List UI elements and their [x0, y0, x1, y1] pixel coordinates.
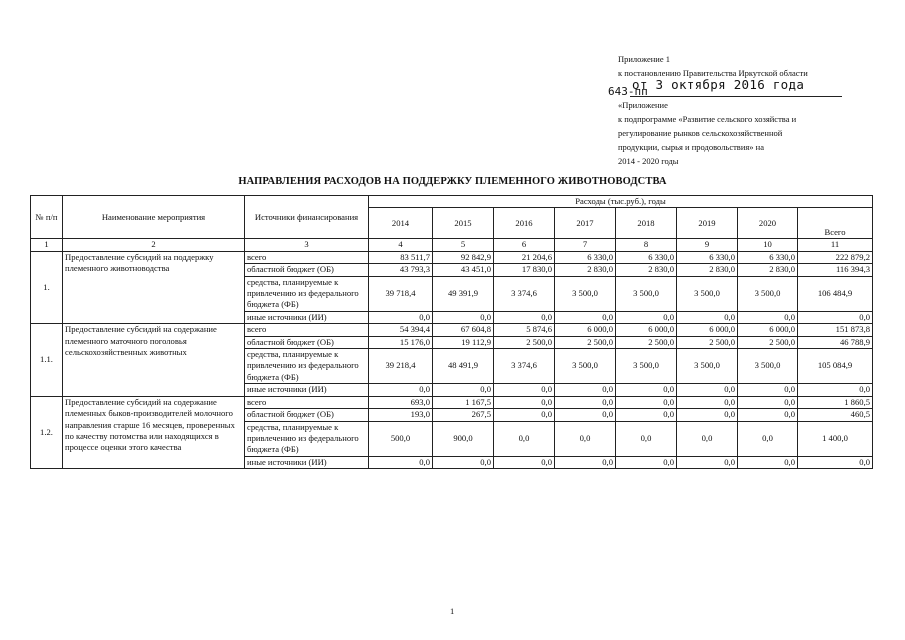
year-header: 2019: [677, 208, 738, 239]
measure-name: Предоставление субсидий на содержание племенных быков-производителей молочного направления старше 16 месяцев, проверенных по качеству потомства или находящихся в процессе оценки этого качества: [63, 396, 245, 468]
year-value: 0,0: [494, 421, 555, 456]
subprogram-years: 2014 - 2020 годы: [618, 156, 679, 166]
year-value: 19 112,9: [433, 336, 494, 348]
year-value: 67 604,8: [433, 324, 494, 336]
column-index: 7: [555, 239, 616, 251]
year-value: 2 830,0: [616, 264, 677, 276]
column-index: 11: [798, 239, 873, 251]
year-value: 0,0: [738, 384, 798, 396]
year-value: 3 374,6: [494, 276, 555, 311]
column-index-row: [31, 239, 873, 251]
year-value: 0,0: [555, 456, 616, 468]
table-row: [31, 396, 873, 408]
year-value: 0,0: [738, 456, 798, 468]
measure-name: Предоставление субсидий на поддержку племенного животноводства: [63, 251, 245, 323]
year-value: 3 374,6: [494, 349, 555, 384]
total-value: 46 788,9: [798, 336, 873, 348]
year-value: 17 830,0: [494, 264, 555, 276]
year-value: 267,5: [433, 409, 494, 421]
year-value: 0,0: [555, 384, 616, 396]
column-index: 9: [677, 239, 738, 251]
year-value: 0,0: [616, 421, 677, 456]
year-value: 0,0: [738, 421, 798, 456]
year-value: 0,0: [369, 456, 433, 468]
col-name-header: Наименование мероприятия: [63, 196, 245, 239]
funding-source: областной бюджет (ОБ): [245, 264, 369, 276]
year-value: 0,0: [369, 384, 433, 396]
year-value: 2 830,0: [677, 264, 738, 276]
table-row: [31, 251, 873, 263]
year-value: 6 330,0: [677, 251, 738, 263]
year-value: 0,0: [738, 409, 798, 421]
total-value: 0,0: [798, 384, 873, 396]
total-value: 222 879,2: [798, 251, 873, 263]
year-value: 0,0: [555, 396, 616, 408]
year-value: 0,0: [677, 384, 738, 396]
year-value: 6 000,0: [677, 324, 738, 336]
year-value: 6 330,0: [738, 251, 798, 263]
decree-number: 643-пп: [608, 85, 648, 98]
subprogram-line-3: продукции, сырья и продовольствия» на: [618, 142, 764, 152]
total-value: 460,5: [798, 409, 873, 421]
table-head-row: [31, 196, 873, 208]
year-value: 900,0: [433, 421, 494, 456]
year-value: 0,0: [677, 409, 738, 421]
year-value: 3 500,0: [677, 276, 738, 311]
appendix-header: [608, 52, 888, 168]
year-value: 0,0: [677, 311, 738, 323]
funding-source: средства, планируемые к привлечению из федерального бюджета (ФБ): [245, 276, 369, 311]
total-header: Всего: [798, 208, 873, 239]
year-value: 39 718,4: [369, 276, 433, 311]
year-value: 0,0: [616, 384, 677, 396]
year-value: 92 842,9: [433, 251, 494, 263]
col-source-header: Источники финансирования: [245, 196, 369, 239]
year-value: 21 204,6: [494, 251, 555, 263]
year-header: 2017: [555, 208, 616, 239]
year-value: 0,0: [555, 311, 616, 323]
year-value: 2 830,0: [555, 264, 616, 276]
year-value: 0,0: [555, 421, 616, 456]
year-value: 3 500,0: [738, 276, 798, 311]
year-value: 3 500,0: [555, 276, 616, 311]
year-value: 693,0: [369, 396, 433, 408]
column-index: 6: [494, 239, 555, 251]
subprogram-line-2: регулирование рынков сельскохозяйственной: [618, 128, 783, 138]
funding-source: всего: [245, 324, 369, 336]
year-value: 500,0: [369, 421, 433, 456]
year-value: 2 500,0: [494, 336, 555, 348]
column-index: 2: [63, 239, 245, 251]
year-header: 2014: [369, 208, 433, 239]
total-value: 151 873,8: [798, 324, 873, 336]
decree-date: от 3 октября 2016 года: [632, 77, 805, 92]
year-value: 0,0: [616, 409, 677, 421]
year-value: 6 000,0: [616, 324, 677, 336]
year-header: 2015: [433, 208, 494, 239]
table-row: [31, 324, 873, 336]
year-value: 3 500,0: [677, 349, 738, 384]
funding-source: областной бюджет (ОБ): [245, 409, 369, 421]
year-value: 5 874,6: [494, 324, 555, 336]
year-value: 0,0: [494, 384, 555, 396]
year-value: 39 218,4: [369, 349, 433, 384]
year-value: 2 830,0: [738, 264, 798, 276]
year-value: 49 391,9: [433, 276, 494, 311]
total-value: 0,0: [798, 456, 873, 468]
year-value: 15 176,0: [369, 336, 433, 348]
year-value: 0,0: [738, 311, 798, 323]
column-index: 10: [738, 239, 798, 251]
year-value: 0,0: [433, 384, 494, 396]
year-header: 2020: [738, 208, 798, 239]
subprogram-line-1: к подпрограмме «Развитие сельского хозяйства и: [618, 114, 797, 124]
total-value: 1 860,5: [798, 396, 873, 408]
measure-name: Предоставление субсидий на содержание племенного маточного поголовья сельскохозяйственных животных: [63, 324, 245, 396]
year-value: 0,0: [369, 311, 433, 323]
year-value: 3 500,0: [616, 276, 677, 311]
year-value: 2 500,0: [738, 336, 798, 348]
year-value: 2 500,0: [616, 336, 677, 348]
total-value: 1 400,0: [798, 421, 873, 456]
total-value: 0,0: [798, 311, 873, 323]
year-value: 0,0: [616, 456, 677, 468]
funding-source: иные источники (ИИ): [245, 456, 369, 468]
total-value: 106 484,9: [798, 276, 873, 311]
year-value: 2 500,0: [677, 336, 738, 348]
year-value: 6 330,0: [555, 251, 616, 263]
year-value: 193,0: [369, 409, 433, 421]
col-num-header: № п/п: [31, 196, 63, 239]
funding-source: средства, планируемые к привлечению из федерального бюджета (ФБ): [245, 349, 369, 384]
column-index: 8: [616, 239, 677, 251]
year-value: 0,0: [738, 396, 798, 408]
year-value: 6 000,0: [555, 324, 616, 336]
appendix-label: Приложение 1: [618, 54, 670, 64]
year-value: 3 500,0: [555, 349, 616, 384]
year-value: 1 167,5: [433, 396, 494, 408]
decree-date-line: [608, 77, 888, 98]
year-value: 0,0: [616, 311, 677, 323]
year-value: 54 394,4: [369, 324, 433, 336]
year-value: 6 330,0: [616, 251, 677, 263]
expenses-table: [30, 195, 873, 469]
appendix-quote: «Приложение: [618, 100, 668, 110]
total-value: 116 394,3: [798, 264, 873, 276]
year-value: 6 000,0: [738, 324, 798, 336]
year-value: 0,0: [494, 456, 555, 468]
year-value: 0,0: [677, 456, 738, 468]
year-value: 0,0: [433, 311, 494, 323]
year-value: 0,0: [494, 396, 555, 408]
year-value: 43 793,3: [369, 264, 433, 276]
year-value: 48 491,9: [433, 349, 494, 384]
year-value: 2 500,0: [555, 336, 616, 348]
year-value: 0,0: [616, 396, 677, 408]
year-value: 3 500,0: [738, 349, 798, 384]
year-header: 2018: [616, 208, 677, 239]
year-value: 0,0: [677, 396, 738, 408]
column-index: 1: [31, 239, 63, 251]
year-value: 0,0: [555, 409, 616, 421]
item-number: 1.2.: [31, 396, 63, 468]
funding-source: всего: [245, 251, 369, 263]
decree-reference: к постановлению Правительства Иркутской области: [618, 68, 808, 78]
column-index: 5: [433, 239, 494, 251]
underline: [630, 96, 842, 97]
year-value: 0,0: [677, 421, 738, 456]
funding-source: иные источники (ИИ): [245, 384, 369, 396]
year-value: 0,0: [494, 311, 555, 323]
expenses-header: Расходы (тыс.руб.), годы: [369, 196, 873, 208]
column-index: 3: [245, 239, 369, 251]
column-index: 4: [369, 239, 433, 251]
item-number: 1.: [31, 251, 63, 323]
funding-source: областной бюджет (ОБ): [245, 336, 369, 348]
page-number: 1: [450, 606, 455, 616]
year-value: 3 500,0: [616, 349, 677, 384]
year-header: 2016: [494, 208, 555, 239]
funding-source: иные источники (ИИ): [245, 311, 369, 323]
year-value: 43 451,0: [433, 264, 494, 276]
document-title: НАПРАВЛЕНИЯ РАСХОДОВ НА ПОДДЕРЖКУ ПЛЕМЕННОГО ЖИВОТНОВОДСТВА: [238, 176, 667, 187]
funding-source: всего: [245, 396, 369, 408]
item-number: 1.1.: [31, 324, 63, 396]
total-value: 105 084,9: [798, 349, 873, 384]
funding-source: средства, планируемые к привлечению из федерального бюджета (ФБ): [245, 421, 369, 456]
year-value: 83 511,7: [369, 251, 433, 263]
year-value: 0,0: [494, 409, 555, 421]
year-value: 0,0: [433, 456, 494, 468]
